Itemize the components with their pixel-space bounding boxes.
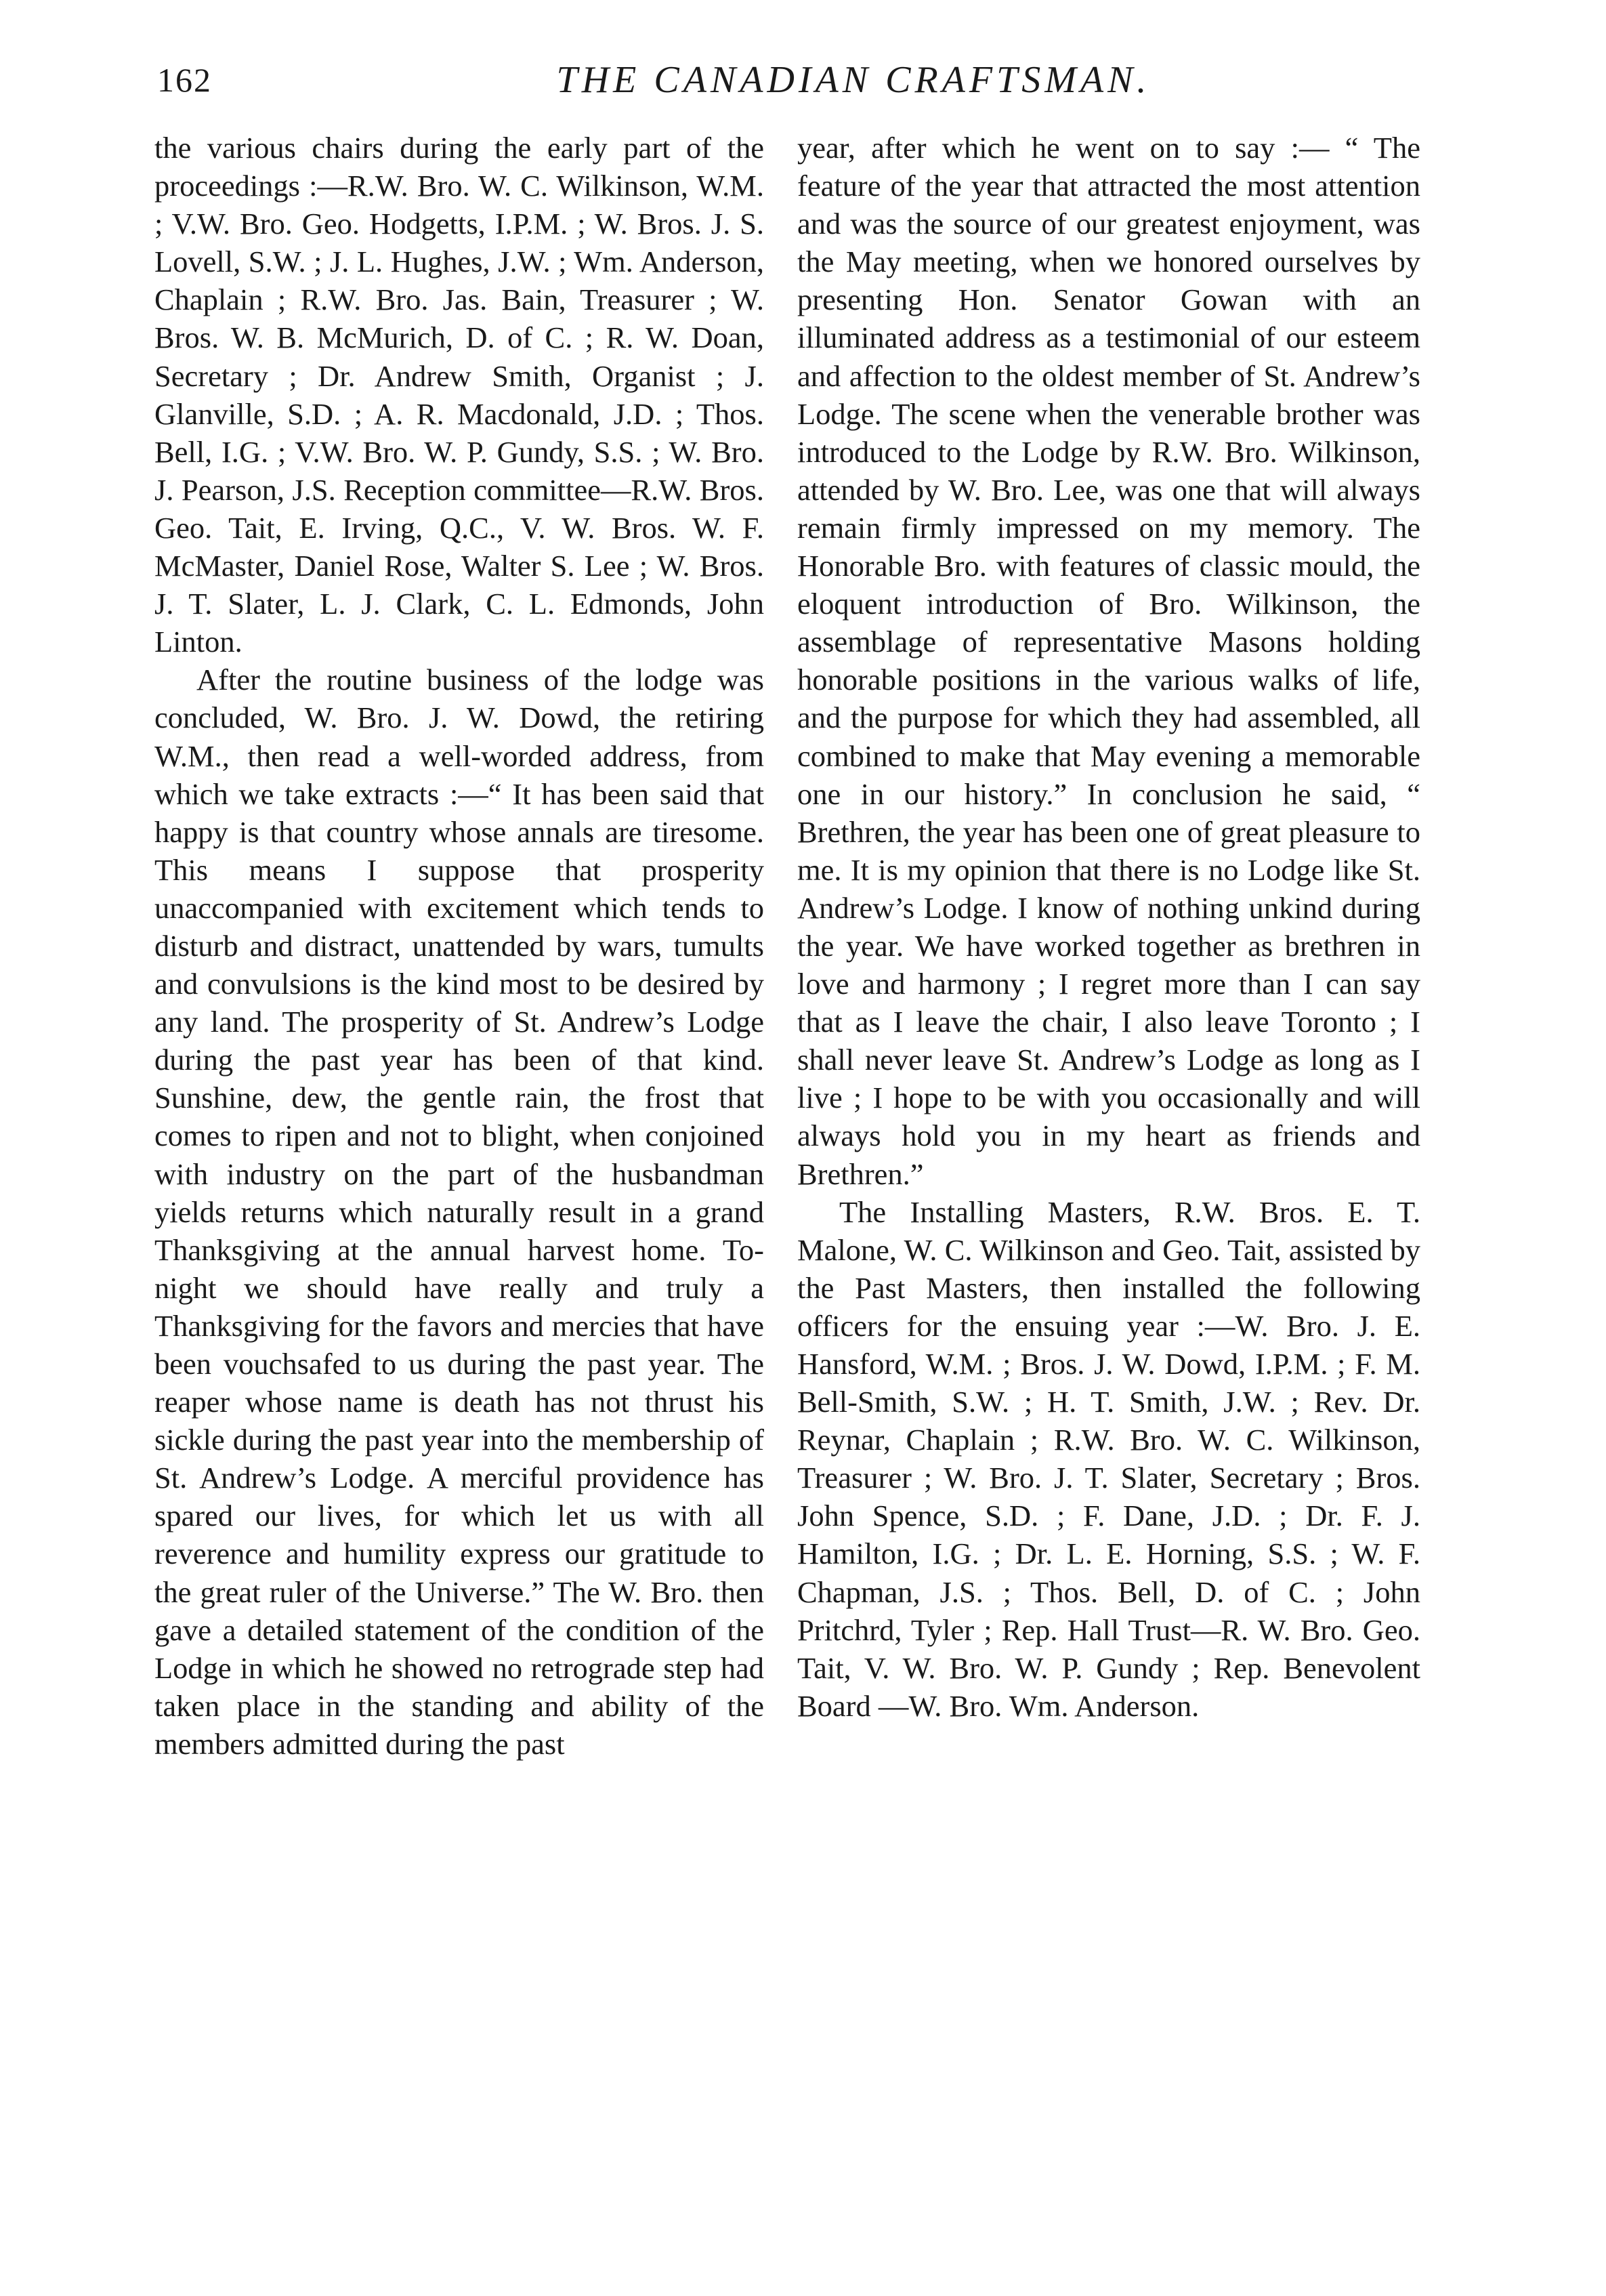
right-paragraph-1: year, after which he went on to say :— “ The feature of the year that attracted the most attention and was the source of our greatest enjoyment, was the May meeting, when we honored ourselves by presenting Hon. Senator Gowan with an illuminated address as a testimonial of our esteem and affection to the oldest member of St. Andrew’s Lodge. The scene when the venerable brother was introduced to the Lodge by R.W. Bro. Wilkinson, attended by W. Bro. Lee, was one that will always remain firmly impressed on my memory. The Honorable Bro. with features of classic mould, the eloquent introduction of Bro. Wilkinson, the assemblage of representative Masons holding honorable positions in the various walks of life, and the purpose for which they had assembled, all combined to make that May evening a memorable one in our history.” In conclusion he said, “ Brethren, the year has been one of great pleasure to me. It is my opinion that there is no Lodge like St. Andrew’s Lodge. I know of nothing unkind during the year. We have worked together as brethren in love and harmony ; I regret more than I can say that as I leave the chair, I also leave Toronto ; I shall never leave St. Andrew’s Lodge as long as I live ; I hope to be with you occasionally and will always hold you in my heart as friends and Brethren.” [797, 131, 1420, 1191]
left-paragraph-2: After the routine business of the lodge was concluded, W. Bro. J. W. Dowd, the retiring W.M., then read a well-worded address, from which we take extracts :—“ It has been said that happy is that country whose annals are tiresome. This means I suppose that prosperity unaccompanied with excitement which tends to disturb and distract, unattended by wars, tumults and convulsions is the kind most to be desired by any land. The prosperity of St. Andrew’s Lodge during the past year has been of that kind. Sunshine, dew, the gentle rain, the frost that comes to ripen and not to blight, when conjoined with industry on the part of the husbandman yields returns which naturally result in a grand Thanksgiving at the annual harvest home. To-night we should have really and truly a Thanksgiving for the favors and mercies that have been vouchsafed to us during the past year. The reaper whose name is death has not thrust his sickle during the past year into the membership of St. Andrew’s Lodge. A merciful providence has spared our lives, for which let us with all reverence and humility express our gratitude to the great ruler of the Universe.” The W. Bro. then gave a detailed statement of the condition of the Lodge in which he showed no retrograde step had taken place in the standing and ability of the members admitted during the past [154, 663, 764, 1761]
running-title: THE CANADIAN CRAFTSMAN. [556, 59, 1151, 101]
left-column [154, 129, 764, 1763]
left-paragraph-1: the various chairs during the early part of the proceedings :—R.W. Bro. W. C. Wilkinson, W.M. ; V.W. Bro. Geo. Hodgetts, I.P.M. ; W. Bros. J. S. Lovell, S.W. ; J. L. Hughes, J.W. ; Wm. Anderson, Chaplain ; R.W. Bro. Jas. Bain, Treasurer ; W. Bros. W. B. McMurich, D. of C. ; R. W. Doan, Secretary ; Dr. Andrew Smith, Organist ; J. Glanville, S.D. ; A. R. Macdonald, J.D. ; Thos. Bell, I.G. ; V.W. Bro. W. P. Gundy, S.S. ; W. Bro. J. Pearson, J.S. Reception committee—R.W. Bros. Geo. Tait, E. Irving, Q.C., V. W. Bros. W. F. McMaster, Daniel Rose, Walter S. Lee ; W. Bros. J. T. Slater, L. J. Clark, C. L. Edmonds, John Linton. [154, 131, 764, 659]
right-column [797, 129, 1420, 1725]
right-paragraph-2: The Installing Masters, R.W. Bros. E. T. Malone, W. C. Wilkinson and Geo. Tait, assisted by the Past Masters, then installed the following officers for the ensuing year :—W. Bro. J. E. Hansford, W.M. ; Bros. J. W. Dowd, I.P.M. ; F. M. Bell-Smith, S.W. ; H. T. Smith, J.W. ; Rev. Dr. Reynar, Chaplain ; R.W. Bro. W. C. Wilkinson, Treasurer ; W. Bro. J. T. Slater, Secretary ; Bros. John Spence, S.D. ; F. Dane, J.D. ; Dr. F. J. Hamilton, I.G. ; Dr. L. E. Horning, S.S. ; W. F. Chapman, J.S. ; Thos. Bell, D. of C. ; John Pritchrd, Tyler ; Rep. Hall Trust—R. W. Bro. Geo. Tait, V. W. Bro. W. P. Gundy ; Rep. Benevolent Board —W. Bro. Wm. Anderson. [797, 1194, 1420, 1723]
page-number: 162 [157, 61, 212, 99]
